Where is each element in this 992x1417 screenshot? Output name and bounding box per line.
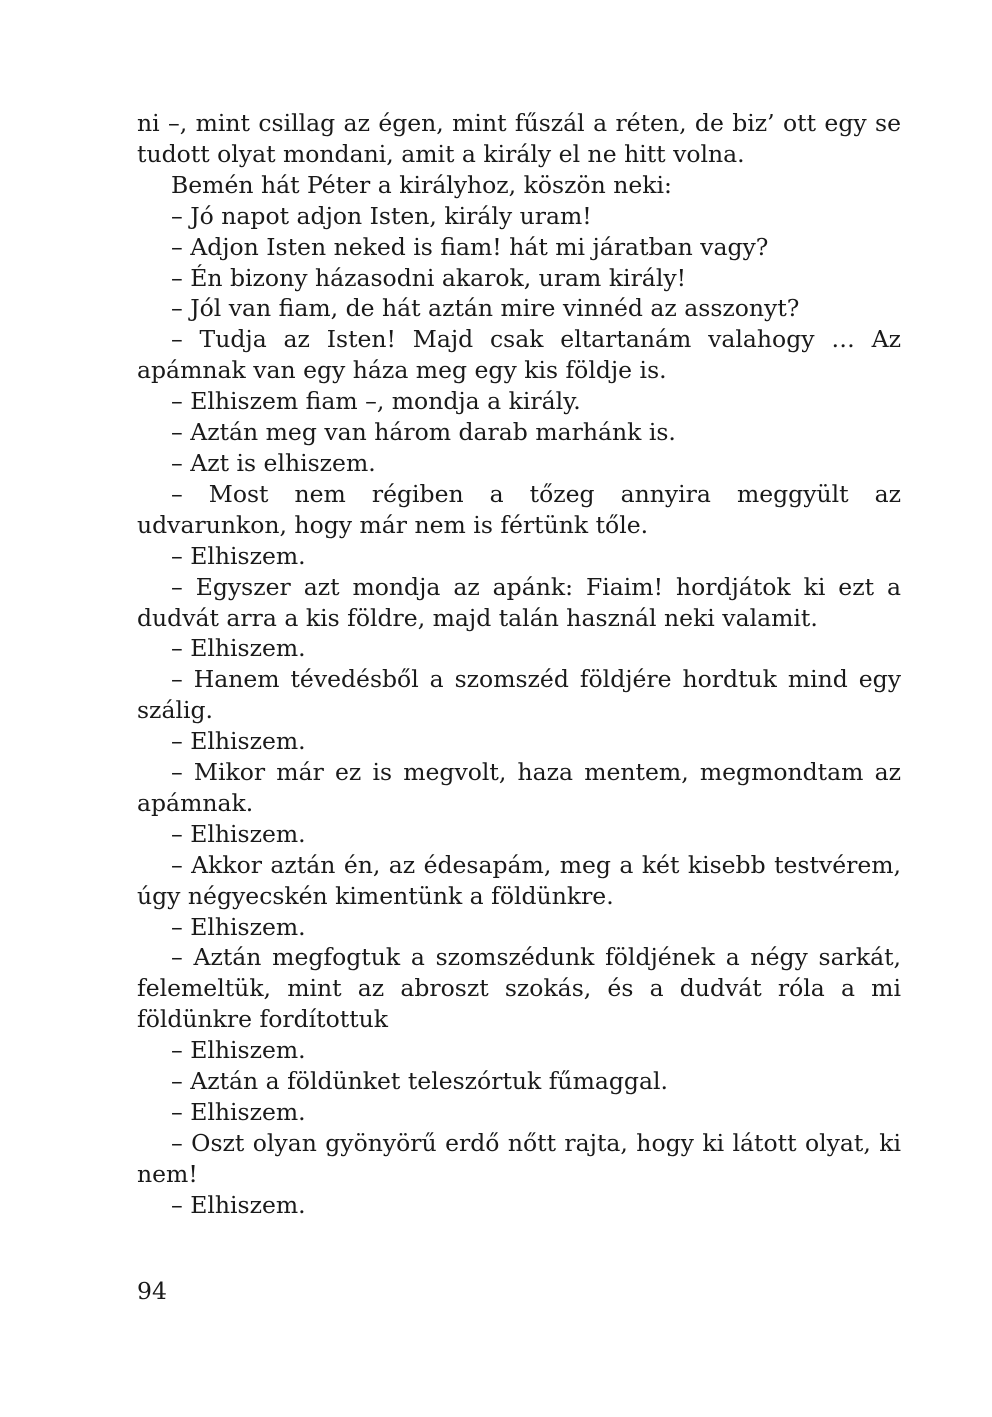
paragraph: – Elhiszem fiam –, mondja a király. [171, 387, 581, 416]
paragraph: – Elhiszem. [171, 727, 306, 756]
paragraph: – Jól van fiam, de hát aztán mire vinnéd az asszonyt? [171, 294, 800, 323]
paragraph: – Jó napot adjon Isten, király uram! [171, 201, 592, 230]
paragraph: – Elhiszem. [171, 1036, 306, 1065]
page-number: 94 [137, 1277, 167, 1305]
paragraph: – Én bizony házasodni akarok, uram király! [171, 263, 687, 292]
paragraph: Bemén hát Péter a királyhoz, köszön neki: [171, 170, 672, 199]
paragraph: – Aztán a földünket teleszórtuk fűmaggal. [171, 1067, 668, 1096]
paragraph: – Elhiszem. [171, 819, 306, 848]
paragraph: – Elhiszem. [171, 1190, 306, 1219]
paragraph: – Elhiszem. [171, 1098, 306, 1126]
paragraph: – Oszt olyan gyönyörű erdő nőtt rajta, hogy ki látott olyat, ki nem! [137, 1128, 901, 1188]
paragraph: – Tudja az Isten! Majd csak eltartanám valahogy … Az apámnak van egy háza meg egy kis földje is. [137, 325, 901, 385]
body-text [137, 108, 901, 1221]
paragraph: – Aztán megfogtuk a szomszédunk földjének a négy sarkát, felemeltük, mint az abroszt szokás, és a dudvát róla a mi földünkre fordítottuk [137, 943, 901, 1034]
paragraph: – Elhiszem. [171, 912, 306, 941]
paragraph: – Most nem régiben a tőzeg annyira meggyült az udvarunkon, hogy már nem is fértünk tőle. [137, 479, 901, 539]
paragraph: – Hanem tévedésből a szomszéd földjére hordtuk mind egy szálig. [137, 665, 901, 725]
paragraph: – Elhiszem. [171, 634, 306, 663]
paragraph: – Aztán meg van három darab marhánk is. [171, 418, 676, 447]
paragraph: – Adjon Isten neked is fiam! hát mi járatban vagy? [171, 232, 769, 261]
paragraph: – Mikor már ez is megvolt, haza mentem, megmondtam az apámnak. [137, 758, 901, 817]
paragraph: – Egyszer azt mondja az apánk: Fiaim! hordjátok ki ezt a dudvát arra a kis földre, majd talán használ neki valamit. [137, 572, 901, 632]
paragraph: – Elhiszem. [171, 541, 306, 570]
paragraph: – Akkor aztán én, az édesapám, meg a két kisebb testvérem, úgy négyecskén kimentünk a földünkre. [137, 850, 901, 910]
paragraph: ni –, mint csillag az égen, mint fűszál a réten, de biz’ ott egy se tudott olyat mondani, amit a király el ne hitt volna. [137, 109, 901, 168]
paragraph: – Azt is elhiszem. [171, 448, 376, 477]
